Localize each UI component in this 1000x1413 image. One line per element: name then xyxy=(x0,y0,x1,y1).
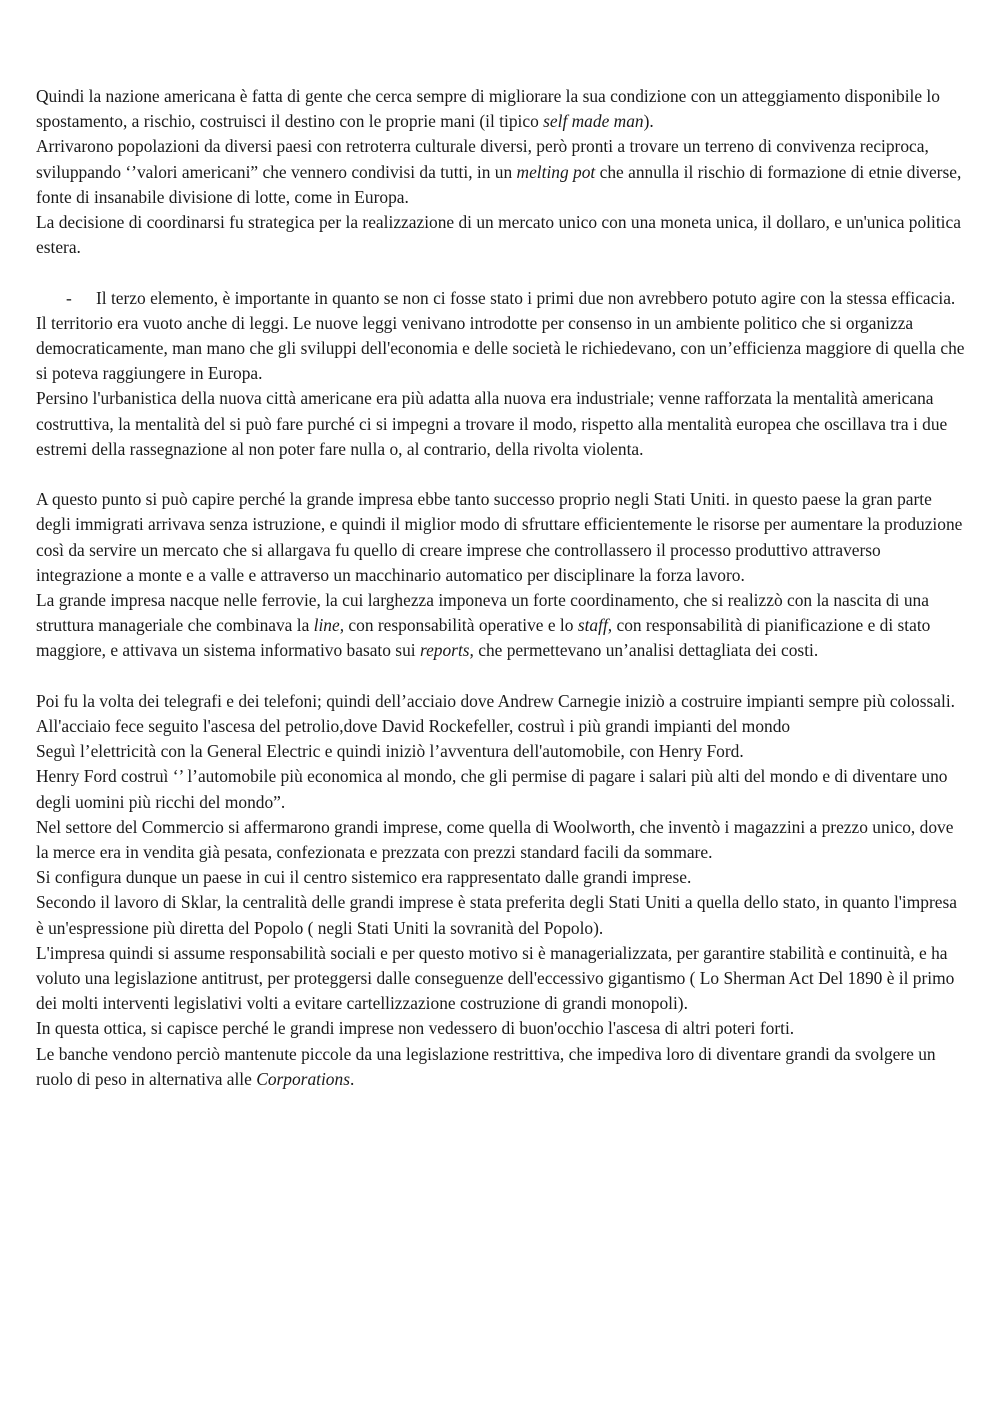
paragraph-p7 xyxy=(36,588,966,664)
italic-term: staff, xyxy=(577,615,613,636)
text-run: L'impresa quindi si assume responsabilità sociali e per questo motivo si è managerializzata, per garantire stabilità e continuità, e ha voluto una legislazione antitrust, per proteggersi dalle conseguenze dell'eccessivo gigantismo ( Lo Sherman Act Del 1890 è il primo dei molti interventi legislativi volti a evitare cartellizzazione costruzione di grandi monopoli). xyxy=(36,942,955,1014)
text-run: Quindi la nazione americana è fatta di gente che cerca sempre di migliorare la sua condizione con un atteggiamento disponibile lo spostamento, a rischio, costruisci il destino con le proprie mani (il tipico xyxy=(36,86,940,132)
italic-term: Corporations xyxy=(256,1068,350,1089)
italic-term: line, xyxy=(313,615,345,636)
text-run: La decisione di coordinarsi fu strategica per la realizzazione di un mercato unico con una moneta unica, il dollaro, e un'unica politica estera. xyxy=(36,212,961,258)
text-run: All'acciaio fece seguito l'ascesa del petrolio,dove David Rockefeller, costruì i più grandi impianti del mondo xyxy=(36,716,791,737)
section-4 xyxy=(36,689,966,1092)
paragraph-p6 xyxy=(36,487,966,588)
text-run: ). xyxy=(643,111,654,132)
paragraph-p16 xyxy=(36,1016,966,1041)
text-run: con responsabilità di pianificazione e di stato maggiore, e attivava un sistema informativo basato sui xyxy=(36,615,931,661)
paragraph-p13 xyxy=(36,865,966,890)
list-item-text: Il terzo elemento, è importante in quanto se non ci fosse stato i primi due non avrebbero potuto agire con la stessa efficacia. xyxy=(96,287,956,308)
text-run: Il territorio era vuoto anche di leggi. Le nuove leggi venivano introdotte per consenso in un ambiente politico che si organizza democraticamente, man mano che gli sviluppi dell'economia e delle società le richiedevano, con un’efficienza maggiore di quella che si poteva raggiungere in Europa. xyxy=(36,312,965,384)
list-bullet: - xyxy=(66,287,72,308)
paragraph-p12 xyxy=(36,815,966,865)
paragraph-p15 xyxy=(36,941,966,1017)
section-1 xyxy=(36,84,966,260)
paragraph-p8 xyxy=(36,689,966,714)
paragraph-p10 xyxy=(36,739,966,764)
paragraph-p5 xyxy=(36,386,966,462)
text-run: Le banche vendono perciò mantenute piccole da una legislazione restrittiva, che impediva loro di diventare grandi da svolgere un ruolo di peso in alternativa alle xyxy=(36,1043,936,1089)
paragraph-p2 xyxy=(36,134,966,210)
text-run: Henry Ford costruì ‘’ l’automobile più economica al mondo, che gli permise di pagare i salari più alti del mondo e di diventare uno degli uomini più ricchi del mondo”. xyxy=(36,766,948,812)
paragraph-p9 xyxy=(36,714,966,739)
text-run: Secondo il lavoro di Sklar, la centralità delle grandi imprese è stata preferita degli Stati Uniti a quella dello stato, in quanto l'impresa è un'espressione più diretta del Popolo ( negli Stati Uniti la sovranità del Popolo). xyxy=(36,892,957,938)
text-run: Arrivarono popolazioni da diversi paesi con retroterra culturale diversi, però pronti a trovare un terreno di convivenza reciproca, sviluppando ‘’valori americani” che vennero condivisi da tutti, in un xyxy=(36,136,929,182)
text-run: . xyxy=(349,1068,355,1089)
text-run: Si configura dunque un paese in cui il centro sistemico era rappresentato dalle grandi imprese. xyxy=(36,867,692,888)
text-run: In questa ottica, si capisce perché le grandi imprese non vedessero di buon'occhio l'ascesa di altri poteri forti. xyxy=(36,1018,795,1039)
document-page xyxy=(36,84,966,1092)
text-run: con responsabilità operative e lo xyxy=(344,615,578,636)
italic-term: self made man xyxy=(543,111,644,132)
paragraph-p3 xyxy=(36,210,966,260)
text-run: Poi fu la volta dei telegrafi e dei telefoni; quindi dell’acciaio dove Andrew Carnegie iniziò a costruire impianti sempre più colossali. xyxy=(36,690,956,711)
text-run: A questo punto si può capire perché la grande impresa ebbe tanto successo proprio negli Stati Uniti. in questo paese la gran parte degli immigrati arrivava senza istruzione, e quindi il miglior modo di sfruttare efficientemente le risorse per aumentare la produzione così da servire un mercato che si allargava fu quello di creare imprese che controllassero il processo produttivo attraverso integrazione a monte e a valle e attraverso un macchinario automatico per disciplinare la forza lavoro. xyxy=(36,489,963,585)
text-run: La grande impresa nacque nelle ferrovie, la cui larghezza imponeva un forte coordinamento, che si realizzò con la nascita di una struttura manageriale che combinava la xyxy=(36,590,929,636)
paragraph-gap xyxy=(36,462,966,487)
section-2 xyxy=(36,311,966,462)
italic-term: reports, xyxy=(419,640,474,661)
paragraph-gap xyxy=(36,664,966,689)
list-item xyxy=(36,286,966,311)
paragraph-p11 xyxy=(36,764,966,814)
section-3 xyxy=(36,487,966,663)
paragraph-p14 xyxy=(36,890,966,940)
paragraph-p4 xyxy=(36,311,966,387)
paragraph-gap xyxy=(36,260,966,285)
paragraph-p17 xyxy=(36,1042,966,1092)
text-run: Nel settore del Commercio si affermarono grandi imprese, come quella di Woolworth, che inventò i magazzini a prezzo unico, dove la merce era in vendita già pesata, confezionata e prezzata con prezzi standard facili da sommare. xyxy=(36,816,954,863)
text-run: che permettevano un’analisi dettagliata dei costi. xyxy=(473,640,819,661)
paragraph-p1 xyxy=(36,84,966,134)
text-run: Seguì l’elettricità con la General Electric e quindi iniziò l’avventura dell'automobile, con Henry Ford. xyxy=(36,741,744,762)
text-run: che annulla il rischio di formazione di etnie diverse, fonte di insanabile divisione di lotte, come in Europa. xyxy=(36,161,962,207)
text-run: Persino l'urbanistica della nuova città americane era più adatta alla nuova era industriale; venne rafforzata la mentalità americana costruttiva, la mentalità del si può fare purché ci si impegni a trovare il modo, rispetto alla mentalità europea che oscillava tra i due estremi della rassegnazione al non poter fare nulla o, al contrario, della rivolta violenta. xyxy=(36,388,948,459)
italic-term: melting pot xyxy=(516,161,596,182)
